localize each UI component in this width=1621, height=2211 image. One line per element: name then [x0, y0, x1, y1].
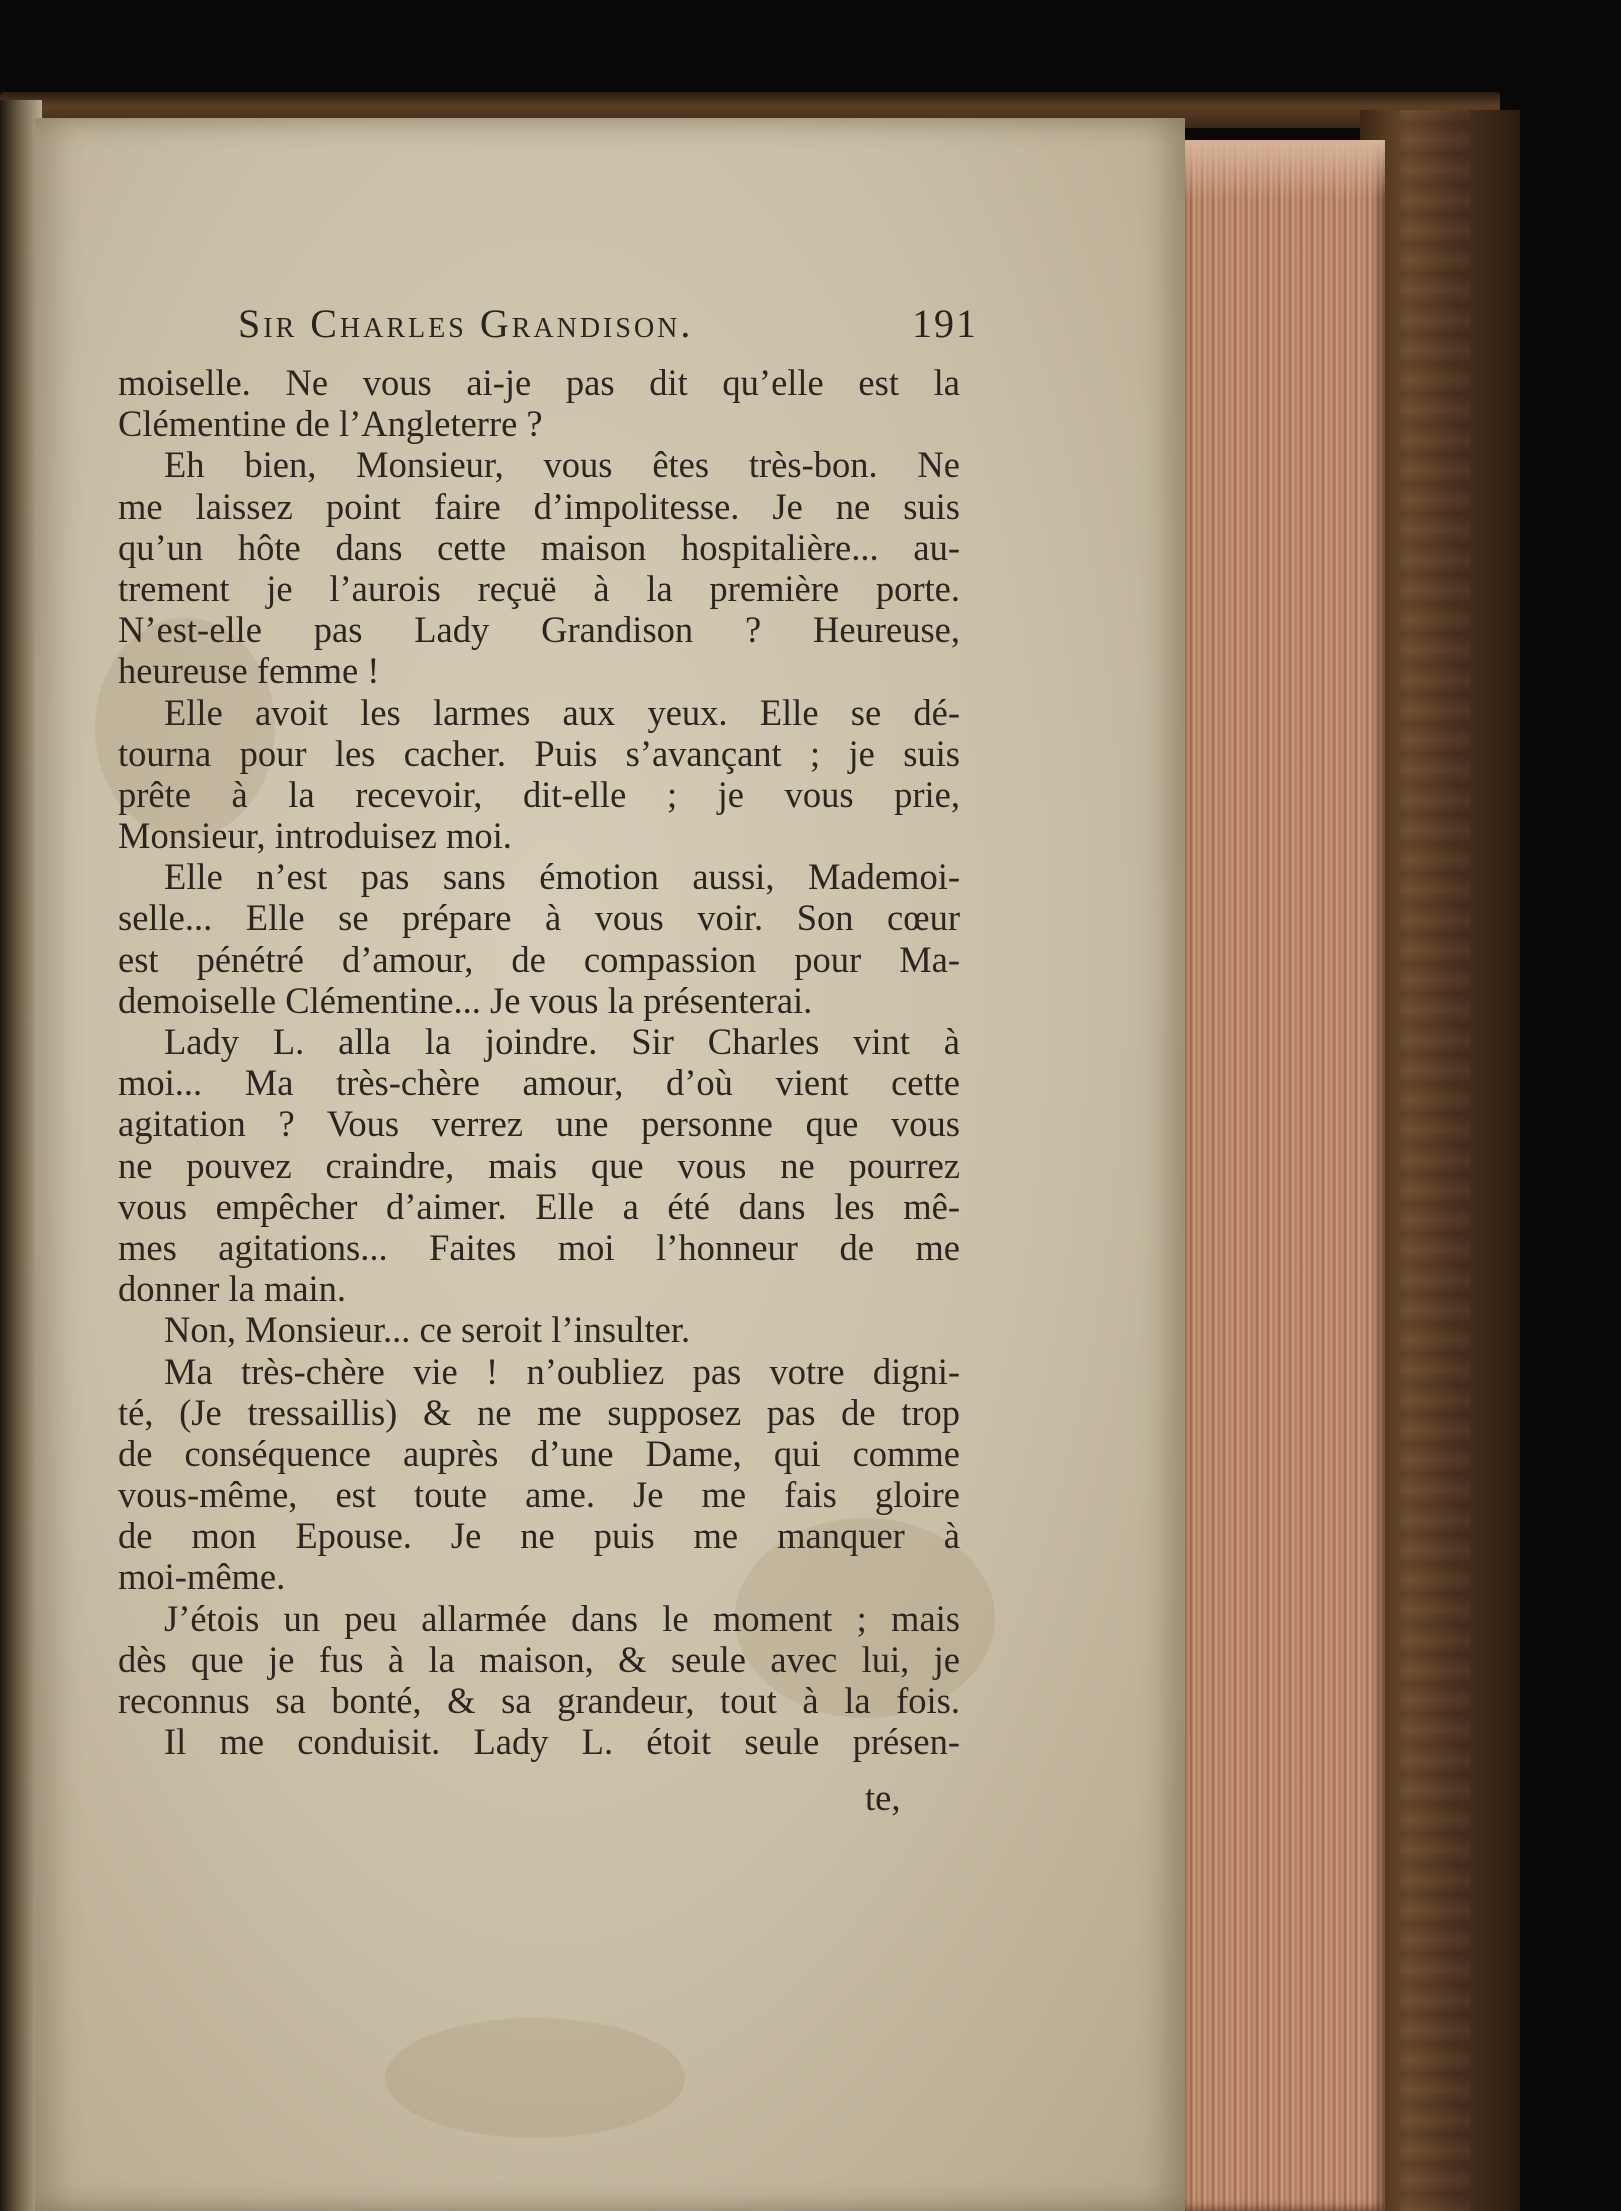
page-block-edges: [1175, 140, 1385, 2211]
text-line: Monsieur, introduisez moi.: [118, 815, 512, 857]
text-line: Il me conduisit. Lady L. étoit seule présen-: [164, 1721, 960, 1763]
text-line: Lady L. alla la joindre. Sir Charles vint à: [164, 1021, 960, 1062]
text-line: de conséquence auprès d’une Dame, qui comme: [118, 1432, 960, 1474]
text-line: heureuse femme !: [118, 650, 380, 692]
paper-stain: [385, 2018, 685, 2138]
text-line: tourna pour les cacher. Puis s’avançant ; je suis: [118, 732, 960, 774]
page-header: [238, 300, 978, 348]
text-line: trement je l’aurois reçuë à la première porte.: [118, 567, 960, 609]
text-line: selle... Elle se prépare à vous voir. Son cœur: [118, 897, 960, 939]
text-line: N’est-elle pas Lady Grandison ? Heureuse,: [118, 609, 960, 651]
body-text: [118, 362, 960, 1762]
text-line: té, (Je tressaillis) & ne me supposez pas de trop: [118, 1391, 960, 1433]
running-title: Sir Charles Grandison.: [238, 301, 694, 346]
text-line: moi-même.: [118, 1556, 286, 1598]
text-line: dès que je fus à la maison, & seule avec lui, je: [118, 1638, 960, 1680]
text-line: prête à la recevoir, dit-elle ; je vous prie,: [118, 773, 960, 815]
text-line: vous-même, est toute ame. Je me fais gloire: [118, 1474, 960, 1516]
catchword: te,: [865, 1777, 901, 1818]
text-line: J’étois un peu allarmée dans le moment ; mais: [164, 1597, 960, 1639]
text-line: agitation ? Vous verrez une personne que vous: [118, 1103, 960, 1145]
text-line: vous empêcher d’aimer. Elle a été dans les mê-: [118, 1185, 960, 1227]
text-line: me laissez point faire d’impolitesse. Je ne suis: [118, 485, 960, 527]
text-line: Clémentine de l’Angleterre ?: [118, 403, 543, 445]
text-line: moi... Ma très-chère amour, d’où vient cette: [118, 1062, 960, 1104]
text-line: Elle avoit les larmes aux yeux. Elle se dé-: [164, 691, 960, 733]
text-line: Elle n’est pas sans émotion aussi, Mademoi-: [164, 856, 960, 898]
text-line: est pénétré d’amour, de compassion pour Ma-: [118, 938, 960, 980]
text-line: moiselle. Ne vous ai-je pas dit qu’elle est la: [118, 362, 960, 403]
page-number: 191: [912, 301, 978, 346]
text-line: donner la main.: [118, 1268, 347, 1310]
text-line: reconnus sa bonté, & sa grandeur, tout à la fois.: [118, 1680, 960, 1721]
text-line: Eh bien, Monsieur, vous êtes très-bon. Ne: [164, 444, 960, 486]
text-line: mes agitations... Faites moi l’honneur de me: [118, 1226, 960, 1268]
text-line: Non, Monsieur... ce seroit l’insulter.: [164, 1309, 691, 1351]
text-line: Ma très-chère vie ! n’oubliez pas votre digni-: [164, 1350, 960, 1392]
text-line: de mon Epouse. Je ne puis me manquer à: [118, 1515, 960, 1557]
text-line: ne pouvez craindre, mais que vous ne pourrez: [118, 1144, 960, 1186]
text-line: qu’un hôte dans cette maison hospitalière... au-: [118, 526, 960, 568]
text-line: demoiselle Clémentine... Je vous la présenterai.: [118, 979, 813, 1021]
